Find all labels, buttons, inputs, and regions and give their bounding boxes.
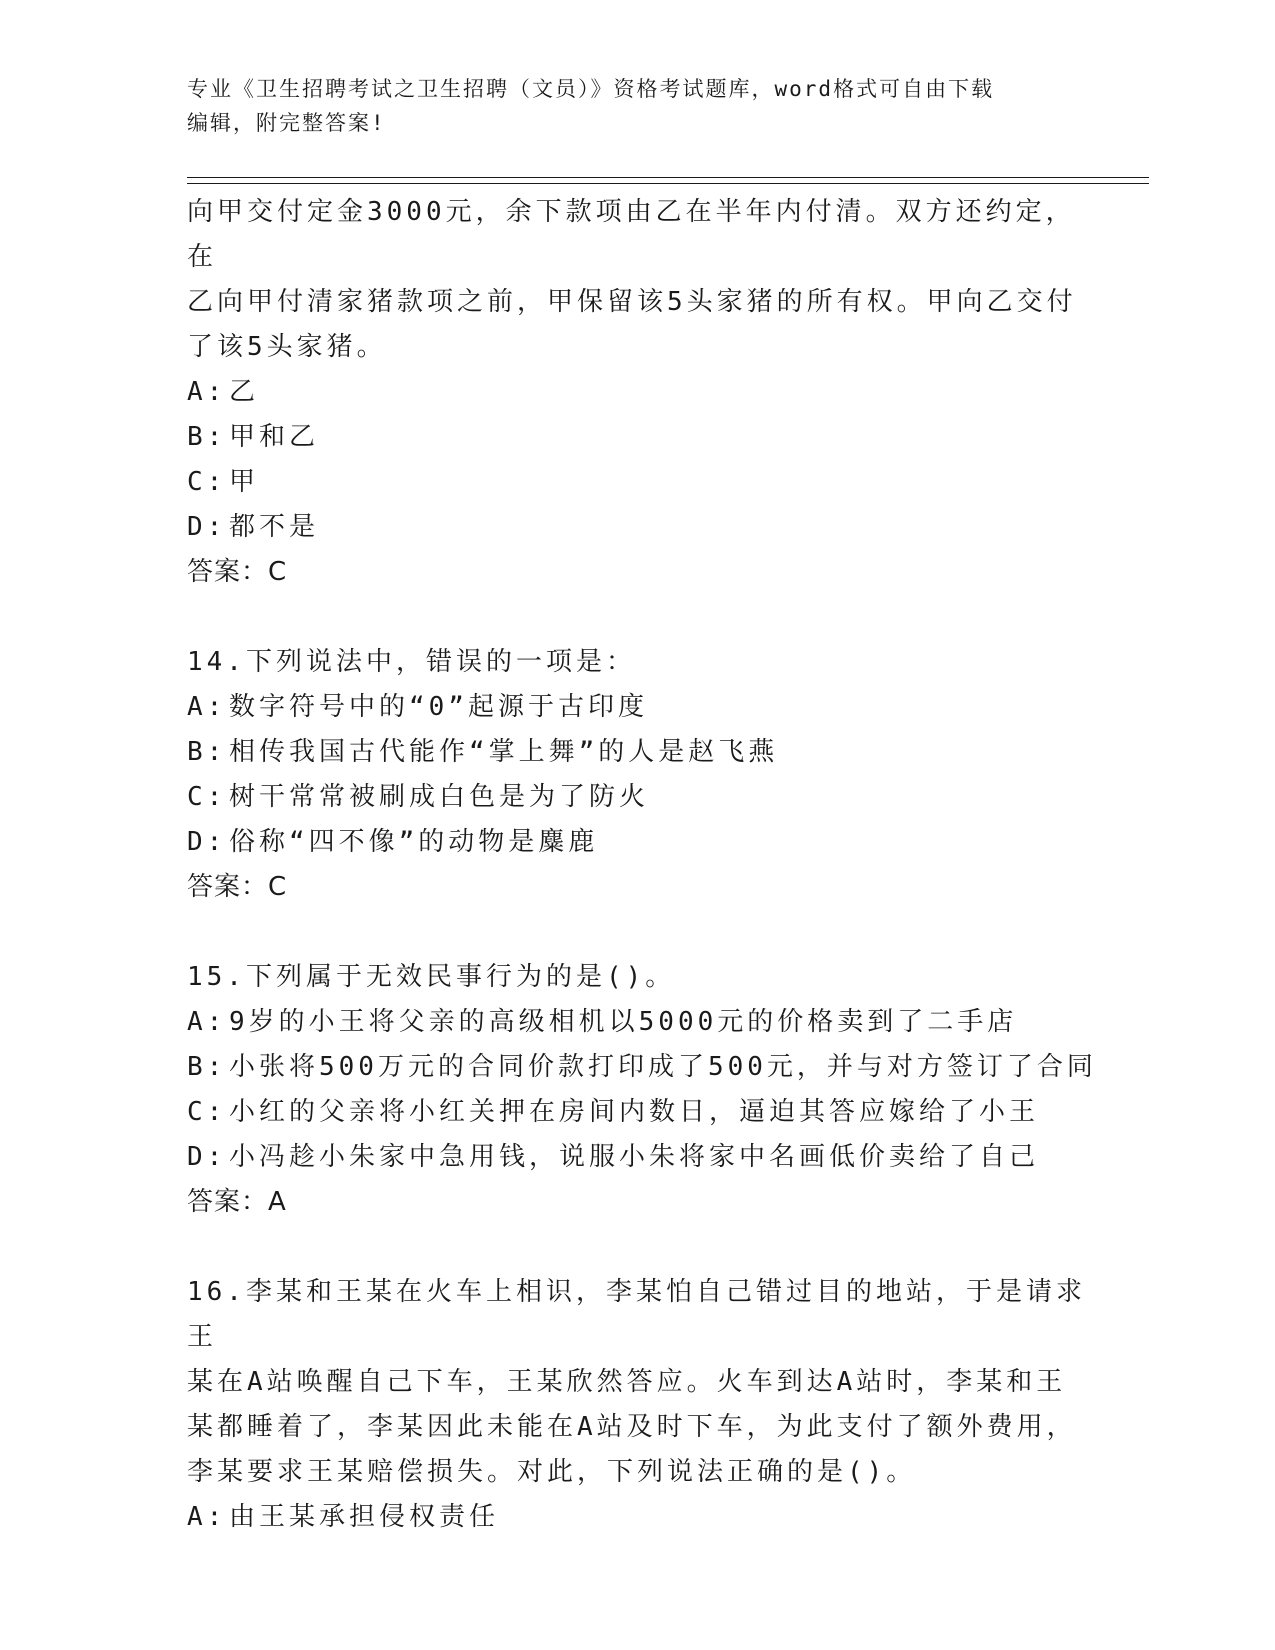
- question-stem-line: 16.李某和王某在火车上相识，李某怕自己错过目的地站，于是请求王: [187, 1277, 1086, 1352]
- option-b: [187, 1045, 1097, 1090]
- option-key: B:: [187, 422, 227, 452]
- option-key: A:: [187, 692, 227, 722]
- option-b: [187, 415, 1097, 460]
- question-list: [187, 190, 1097, 1540]
- option-key: A:: [187, 1502, 227, 1532]
- question-stem-line: 向甲交付定金3000元，余下款项由乙在半年内付清。双方还约定，在: [187, 197, 1076, 272]
- option-key: D:: [187, 512, 227, 542]
- question-14: [187, 640, 1097, 910]
- option-d: [187, 820, 1097, 865]
- option-key: D:: [187, 1142, 227, 1172]
- option-key: B:: [187, 737, 227, 767]
- option-a: [187, 1000, 1097, 1045]
- option-c: [187, 775, 1097, 820]
- option-c: [187, 460, 1097, 505]
- question-stem-line: 14.下列说法中，错误的一项是：: [187, 647, 636, 677]
- option-text: 甲: [229, 467, 260, 497]
- option-a: [187, 1495, 1097, 1540]
- question-stem-line: 了该5头家猪。: [187, 332, 387, 362]
- option-d: [187, 1135, 1097, 1180]
- question-stem-line: 某在A站唤醒自己下车，王某欣然答应。火车到达A站时，李某和王: [187, 1367, 1067, 1397]
- option-key: C:: [187, 1097, 227, 1127]
- option-text: 甲和乙: [229, 422, 320, 452]
- answer-line: 答案：C: [187, 872, 288, 902]
- question-stem-line: 李某要求王某赔偿损失。对此，下列说法正确的是()。: [187, 1457, 917, 1487]
- option-c: [187, 1090, 1097, 1135]
- header-line-2: 编辑，附完整答案!: [187, 111, 386, 135]
- option-text: 乙: [229, 377, 260, 407]
- option-text: 由王某承担侵权责任: [229, 1502, 500, 1532]
- option-text: 小红的父亲将小红关押在房间内数日，逼迫其答应嫁给了小王: [229, 1097, 1040, 1127]
- question-stem-line: 乙向甲付清家猪款项之前，甲保留该5头家猪的所有权。甲向乙交付: [187, 287, 1077, 317]
- question-16: [187, 1270, 1097, 1540]
- header-divider-bottom: [187, 183, 1149, 184]
- answer-line: 答案：C: [187, 557, 288, 587]
- document-header: [187, 72, 1067, 140]
- option-d: [187, 505, 1097, 550]
- option-key: C:: [187, 782, 227, 812]
- header-divider-top: [187, 177, 1149, 178]
- option-key: A:: [187, 377, 227, 407]
- option-a: [187, 685, 1097, 730]
- option-b: [187, 730, 1097, 775]
- answer-line: 答案：A: [187, 1187, 287, 1217]
- option-key: D:: [187, 827, 227, 857]
- option-key: C:: [187, 467, 227, 497]
- question-13: [187, 190, 1097, 595]
- header-line-1: 专业《卫生招聘考试之卫生招聘（文员）》资格考试题库，word格式可自由下载: [187, 77, 995, 101]
- question-stem-line: 某都睡着了，李某因此未能在A站及时下车，为此支付了额外费用，: [187, 1412, 1077, 1442]
- option-key: B:: [187, 1052, 227, 1082]
- option-text: 9岁的小王将父亲的高级相机以5000元的价格卖到了二手店: [229, 1007, 1018, 1037]
- option-text: 小张将500万元的合同价款打印成了500元，并与对方签订了合同: [229, 1052, 1097, 1082]
- option-key: A:: [187, 1007, 227, 1037]
- question-stem-line: 15.下列属于无效民事行为的是()。: [187, 962, 676, 992]
- option-text: 相传我国古代能作“掌上舞”的人是赵飞燕: [229, 737, 779, 767]
- option-text: 树干常常被刷成白色是为了防火: [229, 782, 650, 812]
- option-a: [187, 370, 1097, 415]
- question-15: [187, 955, 1097, 1225]
- option-text: 俗称“四不像”的动物是麋鹿: [229, 827, 599, 857]
- option-text: 数字符号中的“0”起源于古印度: [229, 692, 648, 722]
- option-text: 都不是: [229, 512, 320, 542]
- option-text: 小冯趁小朱家中急用钱，说服小朱将家中名画低价卖给了自己: [229, 1142, 1040, 1172]
